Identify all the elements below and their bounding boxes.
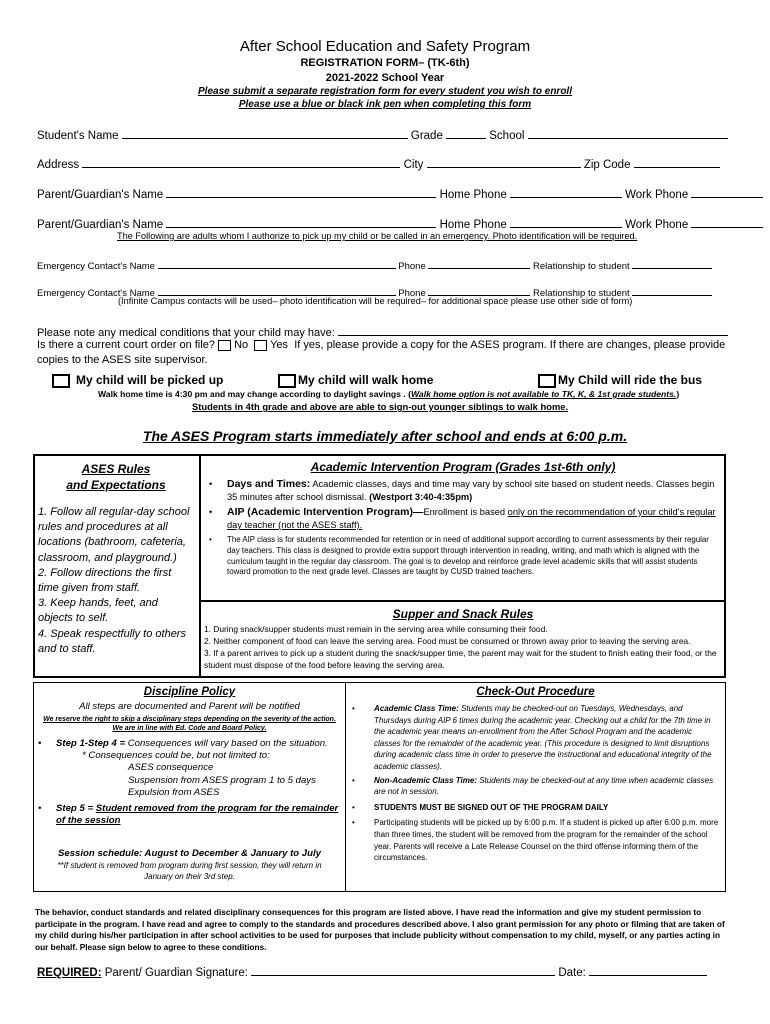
campus-note: (Infinite Campus contacts will be used– photo identification will be required– for additional space please use other side of form) (118, 296, 633, 306)
relationship2-label: Relationship to student (533, 288, 630, 299)
aip-description: • The AIP class is for students recommended for retention or in need of additional support according to current assessments by their regular day teachers. This class is designed to provide extra support through intervention in reading, writing, and math which is aligned with the curriculum taught in the regular day classroom. The goal is to develop and reinforce grade level academic skills that will assist students toward promotion to the next grade level. Classes are taught by CUSD trained teachers. (205, 535, 719, 578)
student-row (37, 127, 727, 142)
school-year: 2021-2022 School Year (325, 72, 445, 84)
phone2-field[interactable] (428, 284, 530, 296)
ride-bus-checkbox[interactable] (538, 374, 556, 388)
home-phone2-field[interactable] (510, 216, 622, 228)
work-phone1-label: Work Phone (625, 189, 689, 201)
relationship1-label: Relationship to student (533, 261, 630, 272)
discipline-sub: All steps are documented and Parent will be notified (79, 701, 300, 712)
parent2-row (37, 216, 727, 231)
court-note-2: copies to the ASES site supervisor. (37, 354, 208, 366)
relationship2-field[interactable] (632, 284, 712, 296)
city-label: City (403, 159, 424, 171)
grade-field[interactable] (446, 127, 486, 139)
rules-text: 1. Follow all regular-day school rules and procedures at all locations (bathroom, cafeteria, classroom, and playground.) 2. Follow directions the first time given from staff. 3. Keep hands, feet, and objects to self. 4. Speak respectfully to others and to staff. (38, 506, 190, 655)
phone2-label: Phone (398, 288, 426, 299)
form-subtitle: REGISTRATION FORM– (TK-6th) (300, 57, 470, 69)
session-schedule: Session schedule: August to December & January to July (57, 848, 321, 859)
discipline-step5: • Step 5 = Student removed from the program for the remainder of the session (34, 803, 340, 827)
pickup-option[interactable] (52, 373, 223, 388)
phone1-label: Phone (398, 261, 426, 272)
checkout-non-academic: • Non-Academic Class Time: Students may be checked-out at any time when academic classes are not in session. (348, 775, 720, 798)
parent2-field[interactable] (166, 216, 436, 228)
school-label: School (489, 130, 525, 142)
emergency1-field[interactable] (158, 257, 396, 269)
page-title: After School Education and Safety Program (239, 38, 531, 55)
aip-days-times: • Days and Times: Academic classes, days and time may vary by school site based on student needs. Classes begin 35 minutes after school dismissal. (Westport 3:40-4:35pm) (205, 478, 719, 504)
grade-label: Grade (410, 130, 443, 142)
walk-home-checkbox[interactable] (278, 374, 296, 388)
medical-label: Please note any medical conditions that your child may have: (37, 327, 335, 339)
court-row (37, 339, 727, 351)
emergency1-label: Emergency Contact's Name (37, 261, 155, 272)
home-phone1-field[interactable] (510, 186, 622, 198)
consequences-list: * Consequences could be, but not limited to: ASES consequence Suspension from ASES program 1 to 5 days Expulsion from ASES (82, 750, 316, 798)
medical-field[interactable] (338, 324, 728, 336)
zip-field[interactable] (634, 156, 720, 168)
work-phone1-field[interactable] (691, 186, 763, 198)
school-field[interactable] (528, 127, 728, 139)
no-label: No (234, 339, 249, 351)
walk-home-label: My child will walk home (298, 373, 434, 387)
walk-note: Walk home time is 4:30 pm and may change according to daylight savings . (Walk home option is not available to TK, K, & 1st grade students.) (98, 389, 680, 399)
checkout-heading: Check-Out Procedure (476, 686, 595, 698)
parent2-label: Parent/Guardian's Name (37, 219, 164, 231)
walk-option[interactable] (278, 373, 433, 388)
parent1-field[interactable] (166, 186, 436, 198)
checkout-late-pickup: • Participating students will be picked up by 6:00 p.m. If a student is picked up after 6:00 p.m. more than three times, the student will be removed from the program for the remainder of the school year. Parents will receive a Late Release Counsel on the third offense informing them of the circumstances. (348, 817, 720, 863)
parent1-label: Parent/Guardian's Name (37, 189, 164, 201)
aip-heading: Academic Intervention Program (Grades 1st-6th only) (310, 460, 616, 474)
rules-heading: ASES Rules and Expectations (66, 462, 166, 492)
address-field[interactable] (82, 156, 400, 168)
signature-field[interactable] (251, 964, 555, 976)
discipline-heading: Discipline Policy (143, 686, 236, 698)
aip-enrollment: • AIP (Academic Intervention Program)—Enrollment is based only on the recommendation of your child's regular day teacher (not the ASES staff). (205, 506, 719, 532)
student-name-label: Student's Name (37, 130, 119, 142)
address-row (37, 156, 727, 171)
removed-note: **If student is removed from program during first session, they will return in January on their 3rd step. (57, 861, 322, 881)
discipline-step1: • Step 1-Step 4 = Consequences will vary based on the situation. (34, 738, 340, 750)
sibling-note: Students in 4th grade and above are able to sign-out younger siblings to walk home. (192, 401, 569, 412)
aip-divider (200, 600, 726, 602)
rules-divider (199, 454, 201, 678)
snack-rules: 1. During snack/supper students must remain in the serving area while consuming their food. 2. Neither component of food can leave the serving area. Food must be consumed or thrown away prior to leaving the serving area. 3. If a parent arrives to pick up a student during the snack/supper time, the parent may wait for the student to finish eating their food, or the student must dispose of the food before leaving the serving area. (204, 624, 717, 670)
emergency1-row (37, 257, 727, 272)
city-field[interactable] (427, 156, 581, 168)
zip-label: Zip Code (583, 159, 631, 171)
submit-note: Please submit a separate registration form for every student you wish to enroll (198, 86, 572, 97)
work-phone2-label: Work Phone (625, 219, 689, 231)
work-phone2-field[interactable] (691, 216, 763, 228)
address-label: Address (37, 159, 80, 171)
phone1-field[interactable] (428, 257, 530, 269)
required-label: REQUIRED: (37, 967, 102, 979)
agreement-text: The behavior, conduct standards and related disciplinary consequences for this program are listed above. I have read the information and give my student permission to participate in the program. I have read and agree to comply to the standards and procedures described above. I also grant permission for any photo or filming that are taken of my child during his/her participation in after school activities to be used for purposes that include publicity without compensation to my child, myself, or any parties acting in our behalf. Please sign below to agree to these conditions. (35, 907, 725, 952)
emergency2-field[interactable] (158, 284, 396, 296)
ink-note: Please use a blue or black ink pen when completing this form (238, 99, 532, 110)
emergency2-label: Emergency Contact's Name (37, 288, 155, 299)
checkout-sign-out: • STUDENTS MUST BE SIGNED OUT OF THE PROGRAM DAILY (348, 802, 720, 814)
home-phone2-label: Home Phone (439, 219, 507, 231)
yes-checkbox[interactable] (254, 340, 267, 351)
checkout-list (348, 703, 720, 864)
checkout-academic: • Academic Class Time: Students may be checked-out on Tuesdays, Wednesdays, and Thursdays during AIP 6 times during the academic year. Checking out a child for the 7th time in the academic year means un-enrollment from the After School Program and the academic classes for the remainder of the academic year. (This procedure is designed to limit disruptions during academic class time in order to preserve the instructional and educational integrity of the academic classes). (348, 703, 720, 773)
reserve-note: We reserve the right to skip a disciplinary steps depending on the severity of the action. We are in line with Ed. Code and Board Policy. (43, 716, 336, 733)
court-order-label: Is there a current court order on file? (37, 339, 215, 351)
discipline-list (34, 738, 340, 827)
date-field[interactable] (589, 964, 707, 976)
bus-option[interactable] (538, 373, 702, 388)
picked-up-checkbox[interactable] (52, 374, 70, 388)
yes-label: Yes (270, 339, 289, 351)
parent1-row (37, 186, 727, 201)
program-start: The ASES Program starts immediately after school and ends at 6:00 p.m. (142, 428, 628, 444)
picked-up-label: My child will be picked up (76, 373, 224, 387)
student-name-field[interactable] (122, 127, 408, 139)
date-label: Date: (558, 967, 586, 979)
aip-list (205, 478, 719, 578)
signature-row (37, 964, 707, 979)
relationship1-field[interactable] (632, 257, 712, 269)
home-phone1-label: Home Phone (439, 189, 507, 201)
authorize-note: The Following are adults whom I authorize to pick up my child or be called in an emergency. Photo identification will be required. (117, 231, 638, 241)
ride-bus-label: My Child will ride the bus (558, 373, 703, 387)
signature-label: Parent/ Guardian Signature: (101, 967, 248, 979)
snack-heading: Supper and Snack Rules (392, 607, 534, 621)
no-checkbox[interactable] (218, 340, 231, 351)
medical-row (37, 324, 727, 339)
court-note: If yes, please provide a copy for the ASES program. If there are changes, please provide (294, 339, 726, 351)
